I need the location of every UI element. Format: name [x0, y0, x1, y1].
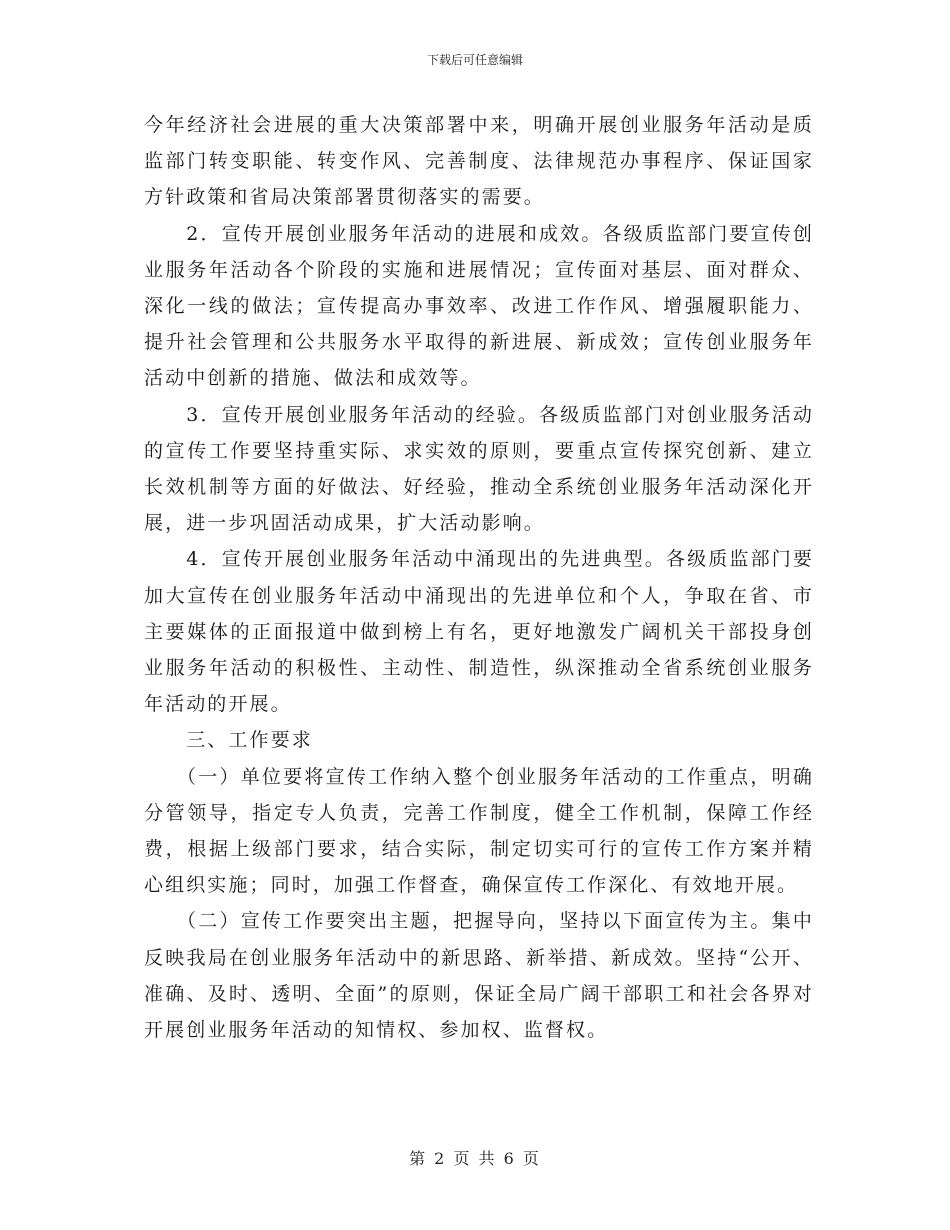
- paragraph-requirement-2: （二）宣传工作要突出主题，把握导向，坚持以下面宣传为主。集中反映我局在创业服务年活动中的新思路、新举措、新成效。坚持“公开、准确、及时、透明、全面”的原则，保证全局广阔干部职工和社会各界对开展创业服务年活动的知情权、参加权、监督权。: [144, 910, 814, 1042]
- page-header-note: 下载后可任意编辑: [426, 53, 523, 67]
- paragraph-continuation: 今年经济社会进展的重大决策部署中来，明确开展创业服务年活动是质监部门转变职能、转变作风、完善制度、法律规范办事程序、保证国家方针政策和省局决策部署贯彻落实的需要。: [144, 114, 814, 209]
- paragraph-item-2: 2．宣传开展创业服务年活动的进展和成效。各级质监部门要宣传创业服务年活动各个阶段的实施和进展情况；宣传面对基层、面对群众、深化一线的做法；宣传提高办事效率、改进工作作风、增强履职能力、提升社会管理和公共服务水平取得的新进展、新成效；宣传创业服务年活动中创新的措施、做法和成效等。: [144, 222, 814, 390]
- document-body: [144, 107, 814, 1048]
- paragraph-item-4: 4．宣传开展创业服务年活动中涌现出的先进典型。各级质监部门要加大宣传在创业服务年活动中涌现出的先进单位和个人，争取在省、市主要媒体的正面报道中做到榜上有名，更好地激发广阔机关干部投身创业服务年活动的积极性、主动性、制造性，纵深推动全省系统创业服务年活动的开展。: [144, 548, 814, 716]
- page-number-footer: 第 2 页 共 6 页: [409, 1149, 541, 1168]
- section-heading-work-requirements: 三、工作要求: [144, 729, 313, 752]
- paragraph-requirement-1: （一）单位要将宣传工作纳入整个创业服务年活动的工作重点，明确分管领导，指定专人负责，完善工作制度，健全工作机制，保障工作经费，根据上级部门要求，结合实际，制定切实可行的宣传工作方案并精心组织实施；同时，加强工作督查，确保宣传工作深化、有效地开展。: [144, 765, 814, 897]
- paragraph-item-3: 3．宣传开展创业服务年活动的经验。各级质监部门对创业服务活动的宣传工作要坚持重实际、求实效的原则，要重点宣传探究创新、建立长效机制等方面的好做法、好经验，推动全系统创业服务年活动深化开展，进一步巩固活动成果，扩大活动影响。: [144, 403, 814, 535]
